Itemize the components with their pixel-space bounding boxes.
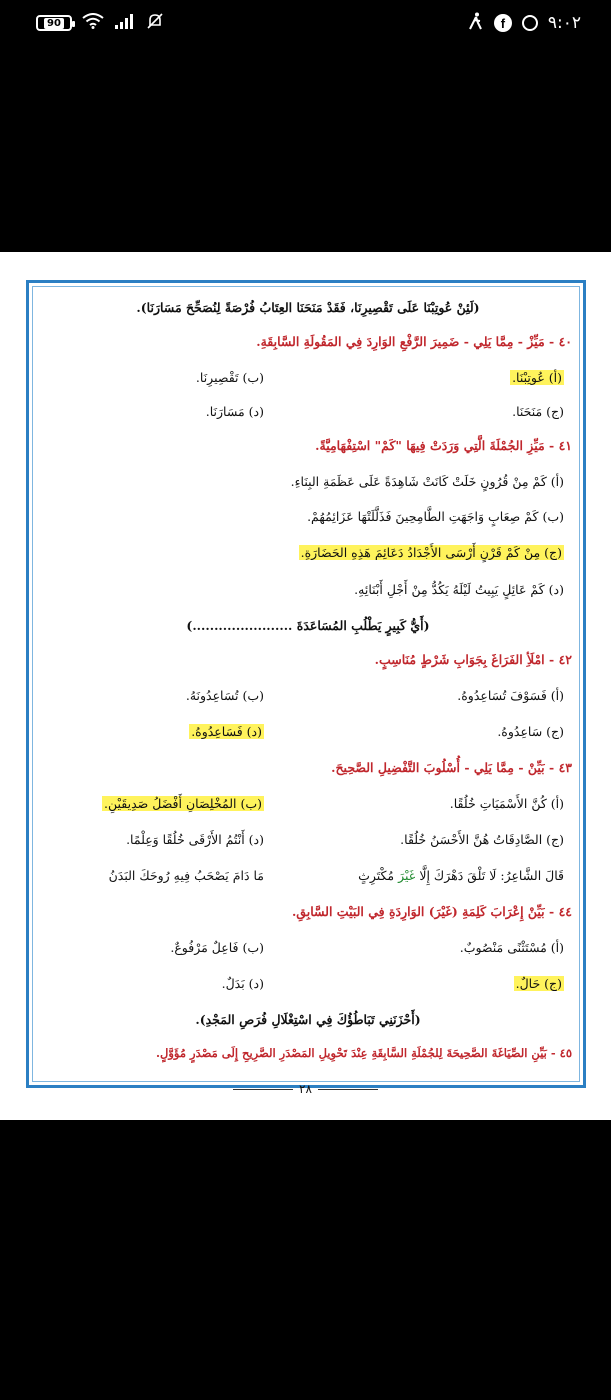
battery-icon [36, 15, 72, 31]
status-bar [0, 0, 611, 50]
q43-option-d[interactable]: (د) أَنْتُمُ الأَرْقَى خُلُقًا وَعِلْمًا. [126, 832, 264, 847]
signal-icon [114, 13, 136, 33]
page-frame [26, 280, 586, 1088]
page-number: ٢٨ [0, 1082, 611, 1096]
q42-option-a[interactable]: (أ) فَسَوْفَ تُسَاعِدُوهُ. [457, 688, 564, 703]
poem-first-hemistich [358, 868, 564, 883]
q44-option-c[interactable]: (ج) حَالٌ. [515, 976, 562, 991]
status-left [36, 12, 164, 34]
q40-option-c[interactable]: (ج) مَنَحَنَا. [512, 404, 564, 419]
status-right [468, 12, 581, 34]
question-41: ٤١ - مَيِّزِ الجُمْلَةَ الَّتِي وَرَدَتْ فِيهَا "كَمْ" اسْتِفْهَامِيَّةً. [315, 438, 572, 453]
q42-option-c[interactable]: (ج) سَاعِدُوهُ. [497, 724, 564, 739]
q40-option-d[interactable]: (د) مَسَارَنَا. [205, 404, 264, 419]
battery-level: 90 [44, 18, 64, 29]
document-page [0, 252, 611, 1120]
facebook-icon: f [494, 14, 512, 32]
question-44: ٤٤ - بَيِّنْ إِعْرَابَ كَلِمَةِ (غَيْرَ) الوَارِدَةِ فِي البَيْتِ السَّابِقِ. [291, 904, 572, 919]
q41-option-d[interactable]: (د) كَمْ عَائِلٍ يَبِيتُ لَيْلَهُ يَكُدُّ مِنْ أَجْلِ أَبْنَائِهِ. [354, 582, 564, 597]
poem-text-2: مُكْتَرِثٍ [358, 868, 395, 883]
q40-option-a[interactable]: (أ) عُوتِبْنَا. [512, 370, 562, 385]
question-43: ٤٣ - بَيِّنْ - مِمَّا يَلِي - أُسْلُوبَ التَّفْضِيلِ الصَّحِيحَ. [331, 760, 572, 775]
q42-option-d[interactable]: (د) فَسَاعِدُوهُ. [191, 724, 262, 739]
q44-option-b[interactable]: (ب) فَاعِلٌ مَرْفُوعٌ. [170, 940, 264, 955]
q41-option-c[interactable]: (ج) مِنْ كَمْ قَرْنٍ أَرْسَى الأَجْدَادُ دَعَائِمَ هَذِهِ الحَضَارَةِ. [300, 545, 562, 560]
walk-icon [468, 12, 484, 34]
wifi-icon [82, 13, 104, 33]
poem-green-word: غَيْرَ [398, 868, 416, 883]
whatsapp-icon [522, 15, 538, 31]
q43-option-c[interactable]: (ج) الصَّادِقَاتُ هُنَّ الأَحْسَنُ خُلُقًا. [400, 832, 564, 847]
question-45: ٤٥ - بَيِّنِ الصِّيَاغَةَ الصَّحِيحَةَ لِلجُمْلَةِ السَّابِقَةِ عِنْدَ تَحْوِيلِ المَصْدَرِ الصَّرِيحِ إِلَى مَصْدَرٍ مُؤَوَّلٍ. [156, 1046, 572, 1060]
quote-2: (أَيُّ كَبِيرٍ يَطْلُبِ المُسَاعَدَةَ .......................) [186, 618, 430, 633]
clock: ٩:٠٢ [547, 13, 581, 33]
q42-option-b[interactable]: (ب) تُسَاعِدُونَهُ. [185, 688, 264, 703]
q44-option-a[interactable]: (أ) مُسْتَثْنًى مَنْصُوبٌ. [459, 940, 564, 955]
question-42: ٤٢ - امْلَأِ الفَرَاغَ بِجَوَابِ شَرْطٍ مُنَاسِبٍ. [374, 652, 572, 667]
q43-option-b[interactable]: (ب) المُخْلِصَانِ أَفْضَلُ صَدِيقَيْنِ. [104, 796, 262, 811]
q44-option-d[interactable]: (د) بَدَلٌ. [221, 976, 264, 991]
poem-text-1: قَالَ الشَّاعِرُ: لَا تَلْقَ دَهْرَكَ إِلَّا [419, 868, 564, 883]
question-40: ٤٠ - مَيِّزْ - مِمَّا يَلِي - ضَمِيرَ الرَّفْعِ الوَارِدَ فِي المَقُولَةِ السَّابِقَةِ. [256, 334, 572, 349]
q40-option-b[interactable]: (ب) تَقْصِيرِنَا. [195, 370, 264, 385]
q41-option-a[interactable]: (أ) كَمْ مِنْ قُرُونٍ خَلَتْ كَانَتْ شَاهِدَةً عَلَى عَظَمَةِ البِنَاءِ. [290, 474, 564, 489]
q41-option-b[interactable]: (ب) كَمْ صِعَابٍ وَاجَهَتِ الطَّامِحِينَ فَذَلَّلَتْهَا عَزَائِمُهُمْ. [307, 509, 564, 524]
poem-second-hemistich: مَا دَامَ يَصْحَبُ فِيهِ رُوحَكَ البَدَنُ [108, 868, 264, 883]
q43-option-a[interactable]: (أ) كُنَّ الأَسْمَيَاتِ خُلُقًا. [449, 796, 564, 811]
intro-quote: (لَئِنْ عُوتِبْنَا عَلَى تَقْصِيرِنَا، فَقَدْ مَنَحَنَا العِتَابُ فُرْصَةً لِنُصَحِّحَ مَسَارَنَا). [136, 300, 480, 315]
quote-3: (أَحْزَنَنِي تَبَاطُؤُكَ فِي اسْتِغْلَالِ فُرَصِ المَجْدِ). [195, 1012, 421, 1027]
mute-bell-icon [146, 12, 164, 34]
